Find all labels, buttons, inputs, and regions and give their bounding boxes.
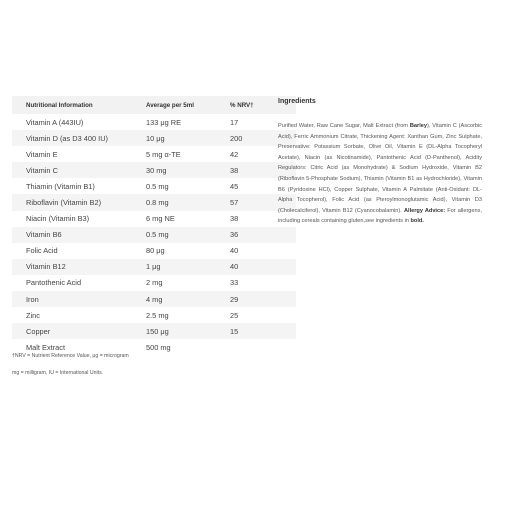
nutrient-name: Zinc xyxy=(26,310,40,320)
table-row xyxy=(12,211,296,227)
table-header xyxy=(12,96,296,114)
nutrient-amount: 0.8 mg xyxy=(146,198,169,208)
table-row xyxy=(12,194,296,210)
nutrient-name: Thiamin (Vitamin B1) xyxy=(26,181,95,191)
table-row xyxy=(12,243,296,259)
nutrient-amount: 133 μg RE xyxy=(146,117,182,127)
table-row xyxy=(12,259,296,275)
nutrient-amount: 6 mg NE xyxy=(146,214,175,224)
bold-keyword: bold. xyxy=(410,218,424,225)
nutrient-name: Niacin (Vitamin B3) xyxy=(26,214,90,224)
nutrient-nrv: 29 xyxy=(230,294,239,304)
nutrient-name: Riboflavin (Vitamin B2) xyxy=(26,198,102,208)
nutrient-nrv: 33 xyxy=(230,278,239,288)
nutrient-amount: 500 mg xyxy=(146,342,171,352)
nutrient-name: Folic Acid xyxy=(26,246,58,256)
table-row xyxy=(12,307,296,323)
footnotes xyxy=(12,353,212,377)
table-row xyxy=(12,227,296,243)
table-row xyxy=(12,162,296,178)
table-row xyxy=(12,130,296,146)
nutrient-name: Vitamin C xyxy=(26,165,58,175)
table-row xyxy=(12,146,296,162)
ingredients-section xyxy=(278,98,482,227)
ingredients-text-part: ), Vitamin C (Ascorbic Acid), Ferric Ammonium Citrate, Thickening Agent: Xanthan Gum, Zinc Sulphate, Preservative: Potassium Sorbate, Olive Oil, Vitamin E (DL-Alpha Tocopheryl Acetate), Niacin (as Nicotinamide), Pantothenic Acid (D-Panthenol), Acidity Regulators: Citric Acid (as Monohydrate) & Sodium Hydroxide, Vitamin B2 (Riboflavin 5-Phosphate Sodium), Thiamin (Vitamin B1 as Hydrochloride), Vitamin B6 (Pyridoxine HCl), Copper Sulphate, Vitamin A Palmitate (Anti-Oxidant: DL-Alpha Tocopherol), Folic Acid (as Pteroylmonoglutamic Acid), Vitamin D3 (Cholecalciferol), Vitamin B12 (Cyanocobalamin). xyxy=(278,123,482,214)
nutrient-amount: 2 mg xyxy=(146,278,163,288)
allergy-advice-label: Allergy Advice: xyxy=(403,207,446,214)
nutrient-name: Vitamin B6 xyxy=(26,230,62,240)
nutrient-nrv: 25 xyxy=(230,310,239,320)
allergy-advice-text: For allergens, including cereals containing gluten,see ingredients in xyxy=(278,207,482,225)
table-row xyxy=(12,323,296,339)
table-row xyxy=(12,178,296,194)
nutrient-nrv: 38 xyxy=(230,165,239,175)
nutrient-nrv: 38 xyxy=(230,214,239,224)
header-nutritional-information: Nutritional Information xyxy=(26,101,93,109)
nutrient-nrv: 36 xyxy=(230,230,239,240)
ingredients-text-part: Purified Water, Raw Cane Sugar, Malt Extract (from xyxy=(278,123,410,129)
nutrient-amount: 10 μg xyxy=(146,133,165,143)
nutrient-nrv: 40 xyxy=(230,246,239,256)
nutrient-nrv: 40 xyxy=(230,262,239,272)
nutrient-amount: 150 μg xyxy=(146,326,169,336)
nutrient-amount: 5 mg α-TE xyxy=(146,149,181,159)
table-row xyxy=(12,275,296,291)
nutrition-table xyxy=(12,96,296,355)
nutrient-name: Iron xyxy=(26,294,39,304)
nutrient-amount: 80 μg xyxy=(146,246,165,256)
nutrient-name: Copper xyxy=(26,326,51,336)
header-nrv: % NRV† xyxy=(230,101,254,109)
nutrient-amount: 30 mg xyxy=(146,165,167,175)
nutrient-nrv: 45 xyxy=(230,181,239,191)
header-average-per-5ml: Average per 5ml xyxy=(146,101,194,109)
table-body xyxy=(12,114,296,355)
nutrient-name: Vitamin A (443IU) xyxy=(26,117,84,127)
nutrient-nrv: 200 xyxy=(230,133,243,143)
nutrient-name: Malt Extract xyxy=(26,342,66,352)
nutrient-amount: 1 μg xyxy=(146,262,161,272)
nutrient-amount: 4 mg xyxy=(146,294,163,304)
table-row xyxy=(12,291,296,307)
nutrient-name: Pantothenic Acid xyxy=(26,278,82,288)
nutrient-nrv: 42 xyxy=(230,149,239,159)
nutrient-nrv: 17 xyxy=(230,117,239,127)
footnote-units: mg = milligram, IU = International Units. xyxy=(12,370,104,377)
nutrient-name: Vitamin D (as D3 400 IU) xyxy=(26,133,109,143)
nutrient-name: Vitamin E xyxy=(26,149,58,159)
nutrient-nrv: 15 xyxy=(230,326,239,336)
allergen-barley: Barley xyxy=(409,123,427,129)
table-row xyxy=(12,114,296,130)
footnote-nrv: †NRV = Nutrient Reference Value, μg = microgram xyxy=(12,353,129,359)
ingredients-title: Ingredients xyxy=(278,98,316,105)
nutrient-amount: 0.5 mg xyxy=(146,230,169,240)
nutrient-amount: 0.5 mg xyxy=(146,181,169,191)
nutrient-name: Vitamin B12 xyxy=(26,262,66,272)
nutrient-amount: 2.5 mg xyxy=(146,310,169,320)
nutrient-nrv: 57 xyxy=(230,198,239,208)
ingredients-text xyxy=(278,121,482,227)
